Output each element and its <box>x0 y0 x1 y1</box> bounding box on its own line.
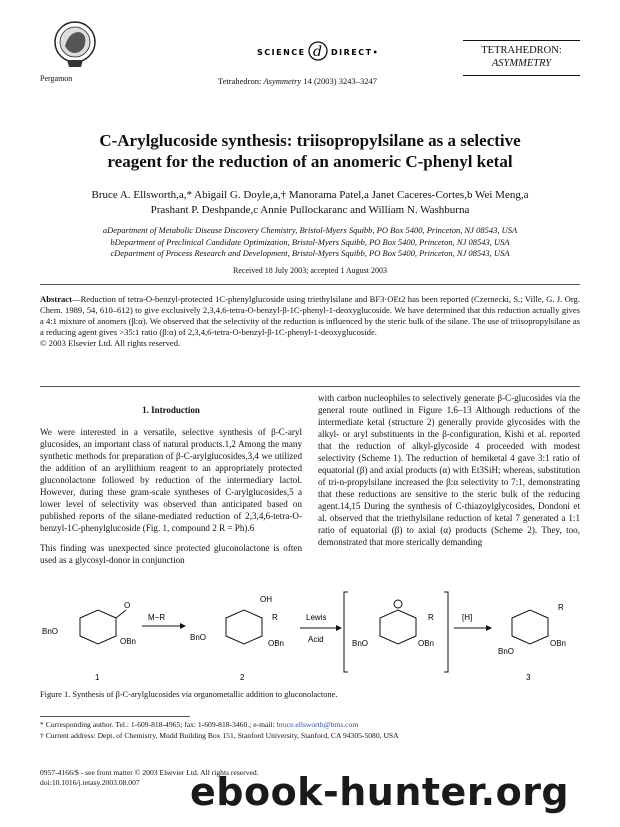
left-column <box>40 404 302 574</box>
authors-line-1: Bruce A. Ellsworth,a,* Abigail G. Doyle,a,† Manorama Patel,a Janet Caceres-Cortes,b Wei Meng,a <box>91 189 529 201</box>
reagent-1: M−R <box>148 613 166 622</box>
label-O: O <box>124 601 131 610</box>
journal-ref-name: Asymmetry <box>263 76 302 86</box>
label-oh: OH <box>260 595 272 604</box>
label-obn-2: OBn <box>268 639 285 648</box>
label-bno: BnO <box>42 627 59 636</box>
svg-text:d: d <box>313 44 322 60</box>
label-compound-2: 2 <box>240 673 245 682</box>
compound-3 <box>498 603 566 682</box>
affiliations <box>40 225 580 260</box>
footnote-corresponding-text: * Corresponding author. Tel.: 1-609-818-4965; fax: 1-609-818-3460.; e-mail: <box>40 720 277 729</box>
label-r-3: R <box>558 603 564 612</box>
divider-top <box>40 284 580 285</box>
watermark-text: ebook-hunter.org <box>190 770 570 814</box>
affiliation-c: cDepartment of Process Research and Development, Bristol-Myers Squibb, PO Box 5400, Princeton, NJ 08543, USA <box>110 248 510 258</box>
journal-reference <box>218 76 377 86</box>
affiliation-a: aDepartment of Metabolic Disease Discovery Chemistry, Bristol-Myers Squibb, PO Box 5400, Princeton, NJ 08543, USA <box>102 225 518 235</box>
footnote-current-address: † Current address: Dept. of Chemistry, Mudd Building Box 151, Stanford University, Stanford, CA 94305-5080, USA <box>40 731 399 740</box>
journal-ref-prefix: Tetrahedron: <box>218 76 264 86</box>
journal-box-line2: ASYMMETRY <box>491 58 552 69</box>
title-line-1: C-Arylglucoside synthesis: triisopropylsilane as a selective <box>99 131 521 150</box>
label-obn: OBn <box>120 637 137 646</box>
abstract <box>40 294 580 349</box>
label-obn-int: OBn <box>418 639 435 648</box>
reagent-2-top: Lewis <box>306 613 327 622</box>
title-line-2: reagent for the reduction of an anomeric C-phenyl ketal <box>107 152 513 171</box>
intro-paragraph-2: This finding was unexpected since protected gluconolactone is often used as a glycosyl-donor in conjunction <box>40 543 302 565</box>
affiliation-b: bDepartment of Preclinical Candidate Optimization, Bristol-Myers Squibb, PO Box 5400, Princeton, NJ 08543, USA <box>110 236 510 247</box>
abstract-text: —Reduction of tetra-O-benzyl-protected 1C-phenylglucoside using triethylsilane and BF3·OEt2 has been reported (Czernecki, S.; Ville, G. J. Org. Chem. 1989, 54, 610–612) to give exclusively 2,3,4,6-tetra-O-benzyl-β-1C-phenyl-1-deoxyglucoside. We have determined that this reduction actually gives a 4:1 mixture of anomers (β:α). We observed that the selectivity of the reduction is influenced by the steric bulk of the silane. The use of triisopropylsilane as a reducing agent gives >35:1 ratio (β:α) of 2,3,4,6-tetra-O-benzyl-β-1C-phenyl-1-deoxyglucoside. <box>40 294 580 337</box>
authors-line-2: Prashant P. Deshpande,c Annie Pullockaranc and William N. Washburna <box>150 204 470 216</box>
section-heading-introduction: 1. Introduction <box>142 405 200 415</box>
intro-paragraph-1: We were interested in a versatile, selective synthesis of β-C-aryl glucosides, an important class of natural products.1,2 Among the many synthetic methods for preparation of β-C-arylglucosides,3,4 we utilized the addition of an aryllithium reagent to an appropriately protected gluconolactone followed by reduction of the intermediary lactol. However, during these gram-scale syntheses of C-arylglucosides,5 a lower level of selectivity was observed than anticipated based on published reports of the silane-mediated reduction of 2,3,4,6-tetra-O-benzyl-1C-phenylglucoside (Fig. 1, compound 2 R = Ph).6 <box>40 427 302 533</box>
publisher-name: Pergamon <box>40 74 73 83</box>
author-list <box>40 188 580 218</box>
divider-abstract <box>40 386 580 387</box>
svg-text:DIRECT•: DIRECT• <box>331 48 380 57</box>
label-compound-1: 1 <box>95 673 100 682</box>
sciencedirect-logo-icon <box>255 40 383 62</box>
article-title <box>40 130 580 172</box>
author-email-link[interactable]: bruce.ellsworth@bms.com <box>276 720 359 729</box>
abstract-copyright: © 2003 Elsevier Ltd. All rights reserved. <box>40 338 181 348</box>
label-bno-int: BnO <box>352 639 369 648</box>
label-obn-3: OBn <box>550 639 567 648</box>
journal-title-box <box>463 40 580 76</box>
reagent-2-bottom: Acid <box>308 635 324 644</box>
label-r-2: R <box>272 613 278 622</box>
footnote-corresponding <box>40 720 358 730</box>
abstract-label: Abstract <box>40 294 72 304</box>
figure-1-scheme <box>40 588 580 683</box>
label-r-int: R <box>428 613 434 622</box>
right-column <box>318 392 580 556</box>
intro-paragraph-right: with carbon nucleophiles to selectively generate β-C-glucosides via the general route outlined in Figure 1.6–13 Although reductions of the intermediate ketal (structure 2) generally provide glycosides with the alkyl- or aryl substituents in the β-configuration, Kishi et al. reported that the reduction of alkyl-glycoside 4 proceeded with modest selectivity (Scheme 1). The reduction of hemiketal 4 gave 3:1 ratio of equatorial (β) and axial products (α) with Et3SiH; whereas, substitution of tri-n-propylsilane increased the β:α selectivity to 7:1, demonstrating that these reductions are sensitive to the steric bulk of the reducing agent.14,15 During the synthesis of C-thiazoylglycosides, Dondoni et al. observed that the triethylsilane reduction of ketal 7 generated a 1:1 ratio of equatorial (β) to axial (α) products (Scheme 2). They, too, demonstrated that more sterically demanding <box>318 393 580 547</box>
footnote-rule <box>40 716 190 717</box>
pergamon-logo-icon <box>53 20 97 70</box>
label-bno-3: BnO <box>498 647 515 656</box>
compound-1 <box>42 601 136 682</box>
issn-line: 0957-4166/$ - see front matter © 2003 Elsevier Ltd. All rights reserved. <box>40 768 259 777</box>
doi-line: doi:10.1016/j.tetasy.2003.08.007 <box>40 778 140 787</box>
compound-2 <box>190 595 284 682</box>
reagent-3: [H] <box>462 613 473 622</box>
received-dates: Received 18 July 2003; accepted 1 August 2003 <box>233 266 387 275</box>
journal-box-line1: TETRAHEDRON: <box>481 45 562 56</box>
svg-text:SCIENCE: SCIENCE <box>257 48 306 57</box>
label-compound-3: 3 <box>526 673 531 682</box>
label-bno-2: BnO <box>190 633 207 642</box>
journal-ref-suffix: 14 (2003) 3243–3247 <box>301 76 377 86</box>
figure-1-caption: Figure 1. Synthesis of β-C-arylglucosides via organometallic addition to gluconolactone. <box>40 690 338 699</box>
